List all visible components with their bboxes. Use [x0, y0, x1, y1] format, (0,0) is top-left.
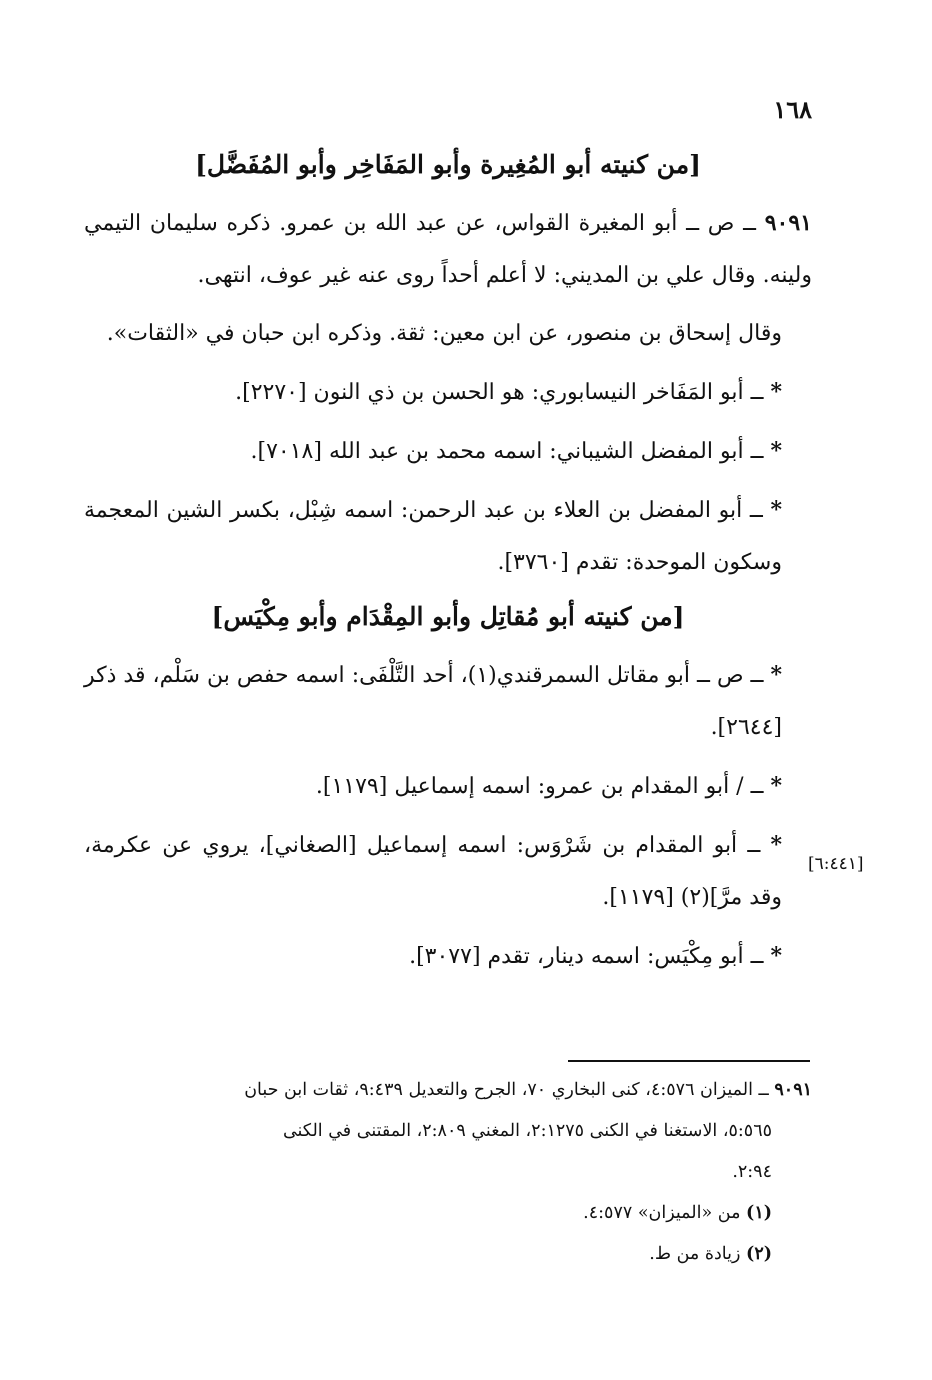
entry-continuation: وقال إسحاق بن منصور، عن ابن معين: ثقة. وذكره ابن حبان في «الثقات». [106, 321, 782, 346]
list-item [84, 484, 812, 589]
footnote-number: (٢) [746, 1244, 772, 1264]
footnote-line: ٢:٩٤. [732, 1162, 772, 1182]
footnote-note [84, 1234, 812, 1275]
footnote-text: زيادة من ط. [649, 1244, 741, 1264]
item-text: ــ أبو المفضل بن العلاء بن عبد الرحمن: اسمه شِبْل، بكسر الشين المعجمة وسكون الموحدة: تقدم [٣٧٦٠]. [84, 498, 782, 575]
section-heading-1: [من كنيته أبو المُغِيرة وأبو المَفَاخِر وأبو المُفَضَّل] [195, 150, 701, 179]
footnote-line: ٥:٥٦٥، الاستغنا في الكنى ٢:١٢٧٥، المغني ٢:٨٠٩، المقتنى في الكنى [282, 1121, 772, 1141]
item-text: ــ أبو المقدام بن شَرْوَس: اسمه إسماعيل [الصغاني]، يروي عن عكرمة، وقد مرَّ](٢) [١١٧٩]. [84, 833, 782, 910]
footnote-divider [568, 1060, 810, 1062]
item-text: ــ ص ــ أبو مقاتل السمرقندي(١)، أحد التَّلْفَى: اسمه حفص بن سَلْم، قد ذكر [٢٦٤٤]. [84, 663, 782, 740]
footnote-note [84, 1193, 812, 1234]
entry-9091-paragraph [84, 197, 812, 302]
footnote-text: من «الميزان» ٤:٥٧٧. [583, 1203, 741, 1223]
star-marker: * [770, 773, 782, 799]
section-heading-2: [من كنيته أبو مُقاتِل وأبو المِقْدَام وأبو مِكْيَس] [211, 602, 685, 631]
list-item [84, 930, 812, 983]
star-marker: * [770, 497, 782, 523]
entry-text: ــ ص ــ أبو المغيرة القواس، عن عبد الله بن عمرو. ذكره سليمان التيمي ولينه. وقال علي بن المديني: لا أعلم أحداً روى عنه غير عوف، انتهى. [84, 211, 812, 288]
star-marker: * [770, 662, 782, 688]
footnote-main [84, 1070, 812, 1111]
page-body [84, 95, 812, 989]
list-item [84, 819, 812, 924]
item-text: ــ أبو المَفَاخر النيسابوري: هو الحسن بن ذي النون [٢٢٧٠]. [235, 380, 764, 405]
item-text: ــ أبو المفضل الشيباني: اسمه محمد بن عبد الله [٧٠١٨]. [250, 439, 764, 464]
list-item [84, 649, 812, 754]
entry-number: ٩٠٩١ [764, 210, 812, 236]
footnotes [84, 1070, 812, 1275]
star-marker: * [770, 379, 782, 405]
footnote-number: (١) [746, 1203, 772, 1223]
list-item [84, 366, 812, 419]
footnote-line: ــ الميزان ٤:٥٧٦، كنى البخاري ٧٠، الجرح والتعديل ٩:٤٣٩، ثقات ابن حبان [244, 1080, 769, 1100]
footnote-entry-number: ٩٠٩١ [774, 1080, 812, 1100]
margin-reference: [٦:٤٤١] [808, 854, 864, 874]
page-number: ١٦٨ [773, 95, 812, 124]
item-text: ــ أبو مِكْيَس: اسمه دينار، تقدم [٣٠٧٧]. [409, 944, 764, 969]
list-item [84, 425, 812, 478]
list-item [84, 760, 812, 813]
item-text: ــ / أبو المقدام بن عمرو: اسمه إسماعيل [١١٧٩]. [315, 774, 764, 799]
star-marker: * [770, 438, 782, 464]
star-marker: * [770, 943, 782, 969]
star-marker: * [770, 832, 783, 858]
